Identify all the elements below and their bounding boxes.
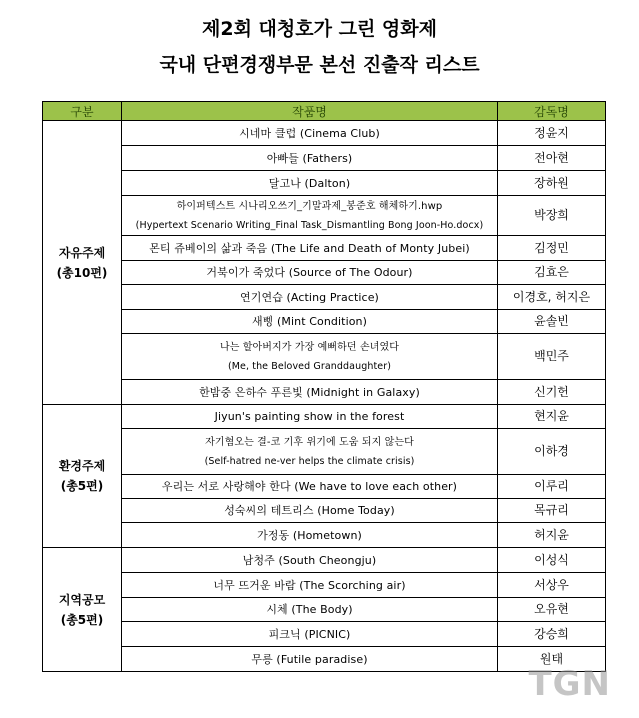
work-title-cell <box>122 548 498 573</box>
category-name: 지역공모 <box>58 592 106 607</box>
film-list-table <box>42 101 606 672</box>
table-row <box>43 475 606 499</box>
work-title: 한밤중 은하수 푸른빛 (Midnight in Galaxy) <box>199 385 420 399</box>
work-title-cell <box>122 171 498 196</box>
table-row <box>43 334 606 380</box>
director-cell: 원태 <box>498 647 606 672</box>
director-cell: 장하원 <box>498 171 606 196</box>
table-row <box>43 573 606 598</box>
category-count: (총5편) <box>60 479 104 493</box>
director-cell: 윤솔빈 <box>498 310 606 334</box>
work-title: 거북이가 죽었다 (Source of The Odour) <box>206 266 413 279</box>
director-cell: 김효은 <box>498 261 606 285</box>
category-count: (총5편) <box>60 612 104 627</box>
header-category: 구분 <box>43 102 122 121</box>
work-title-english: (Me, the Beloved Granddaughter) <box>227 360 392 372</box>
work-title-english: (Self-hatred ne-ver helps the climate crisis) <box>204 455 415 467</box>
table-row <box>43 146 606 171</box>
work-title: 가정동 (Hometown) <box>257 528 362 542</box>
work-title: 연기연습 (Acting Practice) <box>240 290 379 304</box>
work-title: 너무 뜨거운 바람 (The Scorching air) <box>213 578 406 592</box>
director-cell: 박장희 <box>498 196 606 236</box>
work-title-cell <box>122 236 498 261</box>
director-cell: 전아현 <box>498 146 606 171</box>
category-count: (총10편) <box>56 265 108 280</box>
work-title-cell <box>122 146 498 171</box>
work-title-cell <box>122 647 498 672</box>
work-title-cell <box>122 499 498 523</box>
director-cell: 현지윤 <box>498 405 606 429</box>
header-work: 작품명 <box>122 102 498 121</box>
category-name: 자유주제 <box>58 245 106 260</box>
table-row <box>43 380 606 405</box>
work-title: 새삥 (Mint Condition) <box>251 315 368 328</box>
table-row <box>43 499 606 523</box>
table-row <box>43 405 606 429</box>
work-title-cell <box>122 310 498 334</box>
table-row <box>43 622 606 647</box>
table-row <box>43 236 606 261</box>
work-title: 하이퍼텍스트 시나리오쓰기_기말과제_봉준호 해체하기.hwp <box>176 200 443 212</box>
director-cell: 강승희 <box>498 622 606 647</box>
work-title: 몬티 쥬베이의 삶과 죽음 (The Life and Death of Monty Jubei) <box>149 241 470 255</box>
work-title-cell <box>122 380 498 405</box>
table-row <box>43 261 606 285</box>
category-cell <box>43 121 122 405</box>
table-row <box>43 598 606 622</box>
work-title-cell <box>122 622 498 647</box>
category-cell <box>43 405 122 548</box>
work-title: 피크닉 (PICNIC) <box>268 627 351 641</box>
work-title-cell <box>122 285 498 310</box>
work-title-cell <box>122 429 498 475</box>
document-subtitle: 국내 단편경쟁부문 본선 진출작 리스트 <box>159 54 480 76</box>
work-title: 성숙씨의 테트리스 (Home Today) <box>224 504 395 517</box>
work-title-cell <box>122 405 498 429</box>
work-title: Jiyun's painting show in the forest <box>214 410 405 423</box>
director-cell: 이하경 <box>498 429 606 475</box>
document-title: 제2회 대청호가 그린 영화제 <box>202 18 437 40</box>
table-row <box>43 196 606 236</box>
work-title: 남청주 (South Cheongju) <box>242 553 377 567</box>
table-row <box>43 429 606 475</box>
work-title: 달고나 (Dalton) <box>268 176 351 190</box>
work-title: 무릉 (Futile paradise) <box>251 652 368 666</box>
director-cell: 이경호, 허지은 <box>498 285 606 310</box>
director-cell: 신기헌 <box>498 380 606 405</box>
table-header-row <box>43 102 606 121</box>
director-cell: 오유현 <box>498 598 606 622</box>
director-cell: 목규리 <box>498 499 606 523</box>
table-row <box>43 121 606 146</box>
work-title: 나는 할아버지가 가장 예뻐하던 손녀였다 <box>219 341 400 353</box>
tgn-watermark-logo: TGN <box>528 664 611 704</box>
table-row <box>43 523 606 548</box>
work-title-cell <box>122 573 498 598</box>
table-row <box>43 647 606 672</box>
table-row <box>43 285 606 310</box>
table-row <box>43 310 606 334</box>
category-cell <box>43 548 122 672</box>
work-title: 자기혐오는 결-코 기후 위기에 도움 되지 않는다 <box>205 436 414 448</box>
work-title-cell <box>122 598 498 622</box>
work-title-cell <box>122 523 498 548</box>
work-title-cell <box>122 121 498 146</box>
work-title: 아빠들 (Fathers) <box>266 151 353 165</box>
director-cell: 이성식 <box>498 548 606 573</box>
director-cell: 이루리 <box>498 475 606 499</box>
work-title-cell <box>122 261 498 285</box>
category-name: 환경주제 <box>58 459 106 473</box>
director-cell: 정윤지 <box>498 121 606 146</box>
work-title: 우리는 서로 사랑해야 한다 (We have to love each other) <box>161 480 458 493</box>
work-title-english: (Hypertext Scenario Writing_Final Task_Dismantling Bong Joon-Ho.docx) <box>135 219 484 231</box>
director-cell: 백민주 <box>498 334 606 380</box>
director-cell: 허지윤 <box>498 523 606 548</box>
work-title: 시체 (The Body) <box>266 603 353 616</box>
director-cell: 서상우 <box>498 573 606 598</box>
work-title-cell <box>122 475 498 499</box>
work-title-cell <box>122 334 498 380</box>
table-row <box>43 171 606 196</box>
header-director: 감독명 <box>498 102 606 121</box>
work-title: 시네마 클럽 (Cinema Club) <box>239 126 380 140</box>
director-cell: 김정민 <box>498 236 606 261</box>
work-title-cell <box>122 196 498 236</box>
table-row <box>43 548 606 573</box>
